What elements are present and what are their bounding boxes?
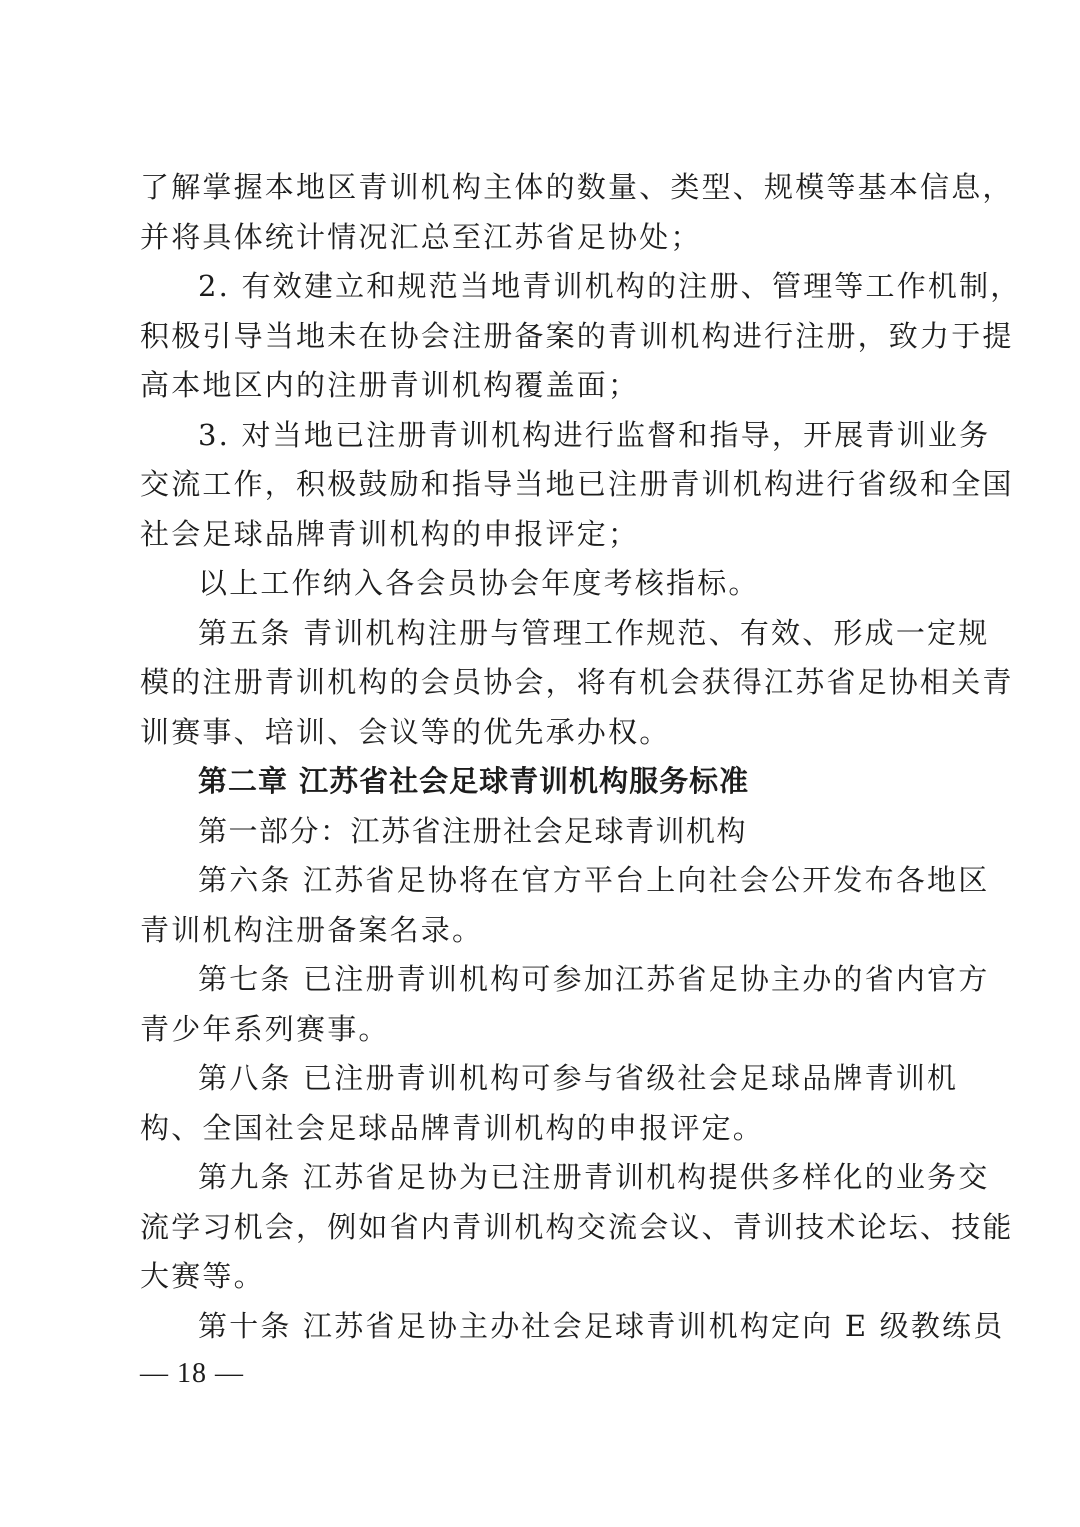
- paragraph-summary: 以上工作纳入各会员协会年度考核指标。: [198, 566, 760, 600]
- article-9: 第九条 江苏省足协为已注册青训机构提供多样化的业务交: [198, 1160, 990, 1194]
- list-item-3: 3. 对当地已注册青训机构进行监督和指导，开展青训业务: [198, 417, 991, 452]
- chapter-heading: 第二章 江苏省社会足球青训机构服务标准: [198, 764, 750, 798]
- body-line: 积极引导当地未在协会注册备案的青训机构进行注册，致力于提: [140, 318, 1014, 353]
- body-line: 训赛事、培训、会议等的优先承办权。: [140, 714, 671, 749]
- article-5: 第五条 青训机构注册与管理工作规范、有效、形成一定规: [198, 615, 990, 650]
- body-line: 青少年系列赛事。: [140, 1011, 390, 1046]
- article-6: 第六条 江苏省足协将在官方平台上向社会公开发布各地区: [198, 863, 990, 897]
- article-10: 第十条 江苏省足协主办社会足球青训机构定向 E 级教练员: [198, 1308, 1005, 1343]
- article-8: 第八条 已注册青训机构可参与省级社会足球品牌青训机: [198, 1061, 959, 1095]
- section-heading: 第一部分：江苏省注册社会足球青训机构: [198, 813, 748, 848]
- article-7: 第七条 已注册青训机构可参加江苏省足协主办的省内官方: [198, 962, 990, 996]
- body-line: 流学习机会，例如省内青训机构交流会议、青训技术论坛、技能: [140, 1209, 1014, 1244]
- body-line: 大赛等。: [140, 1259, 265, 1293]
- body-line: 社会足球品牌青训机构的申报评定；: [140, 516, 640, 551]
- body-line: 了解掌握本地区青训机构主体的数量、类型、规模等基本信息，: [140, 170, 1014, 204]
- body-line: 模的注册青训机构的会员协会，将有机会获得江苏省足协相关青: [140, 665, 1014, 699]
- body-line: 构、全国社会足球品牌青训机构的申报评定。: [140, 1110, 765, 1145]
- body-line: 交流工作，积极鼓励和指导当地已注册青训机构进行省级和全国: [140, 467, 1014, 501]
- body-line: 青训机构注册备案名录。: [140, 912, 484, 947]
- body-line: 并将具体统计情况汇总至江苏省足协处；: [140, 219, 702, 254]
- body-line: 高本地区内的注册青训机构覆盖面；: [140, 368, 640, 402]
- page-number: — 18 —: [140, 1358, 244, 1389]
- page-body: [140, 163, 1022, 1351]
- list-item-2: 2. 有效建立和规范当地青训机构的注册、管理等工作机制，: [198, 269, 1022, 303]
